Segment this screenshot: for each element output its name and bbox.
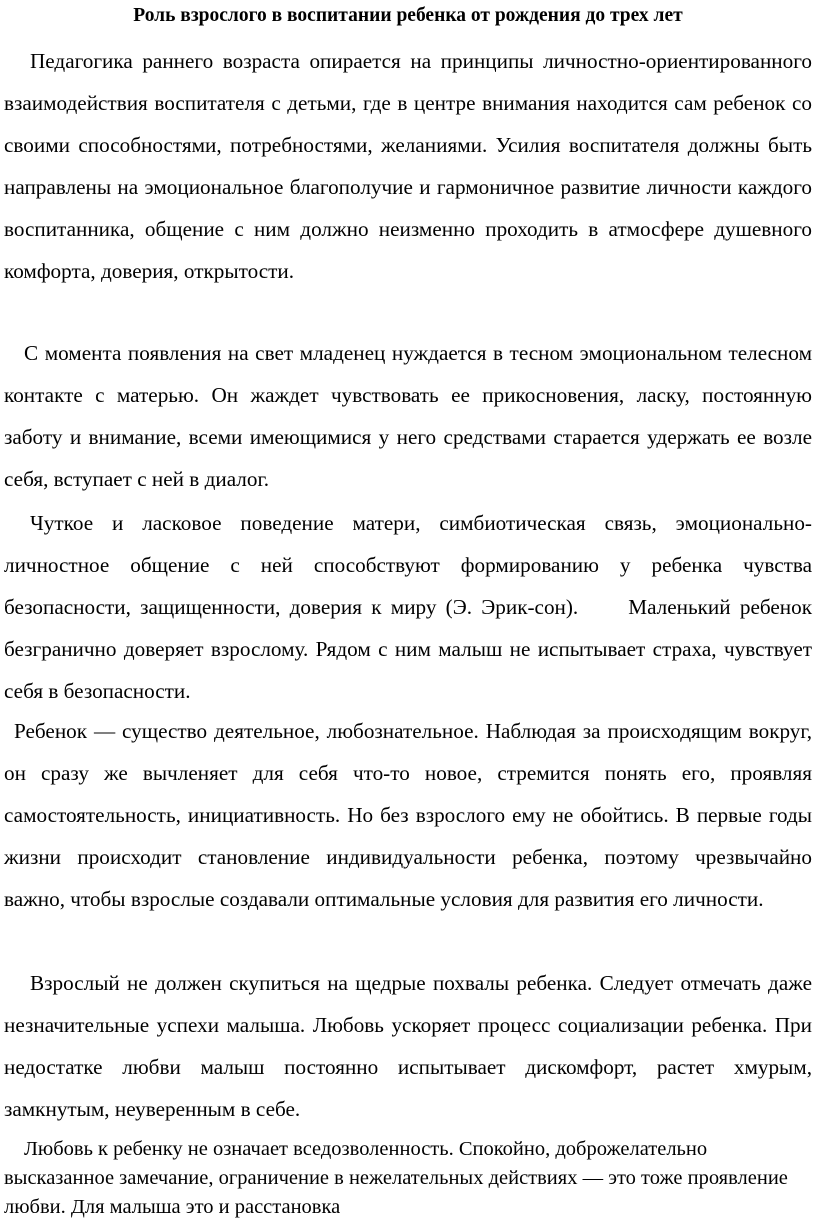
paragraph-3-text: Чуткое и ласковое поведение матери, симбиотическая связь, эмоционально-личностное общение с ней способствуют формированию у ребенка чувства безопасности, защищенности, доверия к миру (Э. Эрик-сон). xyxy=(4,511,812,619)
paragraph-1: Педагогика раннего возраста опирается на принципы личностно-ориентированного взаимодействия воспитателя с детьми, где в центре внимания находится сам ребенок со своими способностями, потребностями, желаниями. Усилия воспитателя должны быть направлены на эмоциональное благополучие и гармоничное развитие личности каждого воспитанника, общение с ним должно неизменно проходить в атмосфере душевного комфорта, доверия, открытости. xyxy=(4,49,812,283)
paragraph-2: С момента появления на свет младенец нуждается в тесном эмоциональном телесном контакте с матерью. Он жаждет чувствовать ее прикосновения, ласку, постоянную заботу и внимание, всеми имеющимися у него средствами старается удержать ее возле себя, вступает с ней в диалог. xyxy=(4,341,812,491)
paragraph-6: Любовь к ребенку не означает вседозволенность. Спокойно, доброжелательно высказанное замечание, ограничение в нежелательных действиях — это тоже проявление любви. Для малыша это и расстановка xyxy=(4,1138,788,1218)
paragraph-5: Взрослый не должен скупиться на щедрые похвалы ребенка. Следует отмечать даже незначительные успехи малыша. Любовь ускоряет процесс социализации ребенка. При недостатке любви малыш постоянно испытывает дискомфорт, растет хмурым, замкнутым, неуверенным в себе. xyxy=(4,971,812,1121)
paragraph-3 xyxy=(4,502,812,712)
document-title: Роль взрослого в воспитании ребенка от рождения до трех лет xyxy=(133,5,683,26)
paragraph-4: Ребенок — существо деятельное, любознательное. Наблюдая за происходящим вокруг, он сразу же вычленяет для себя что-то новое, стремится понять его, проявляя самостоятельность, инициативность. Но без взрослого ему не обойтись. В первые годы жизни происходит становление индивидуальности ребенка, поэтому чрезвычайно важно, чтобы взрослые создавали оптимальные условия для развития его личности. xyxy=(4,719,812,911)
paragraph-3-continuation: Маленький ребенок безгранично доверяет взрослому. Рядом с ним малыш не испытывает страха, чувствует себя в безопасности. xyxy=(4,595,812,703)
